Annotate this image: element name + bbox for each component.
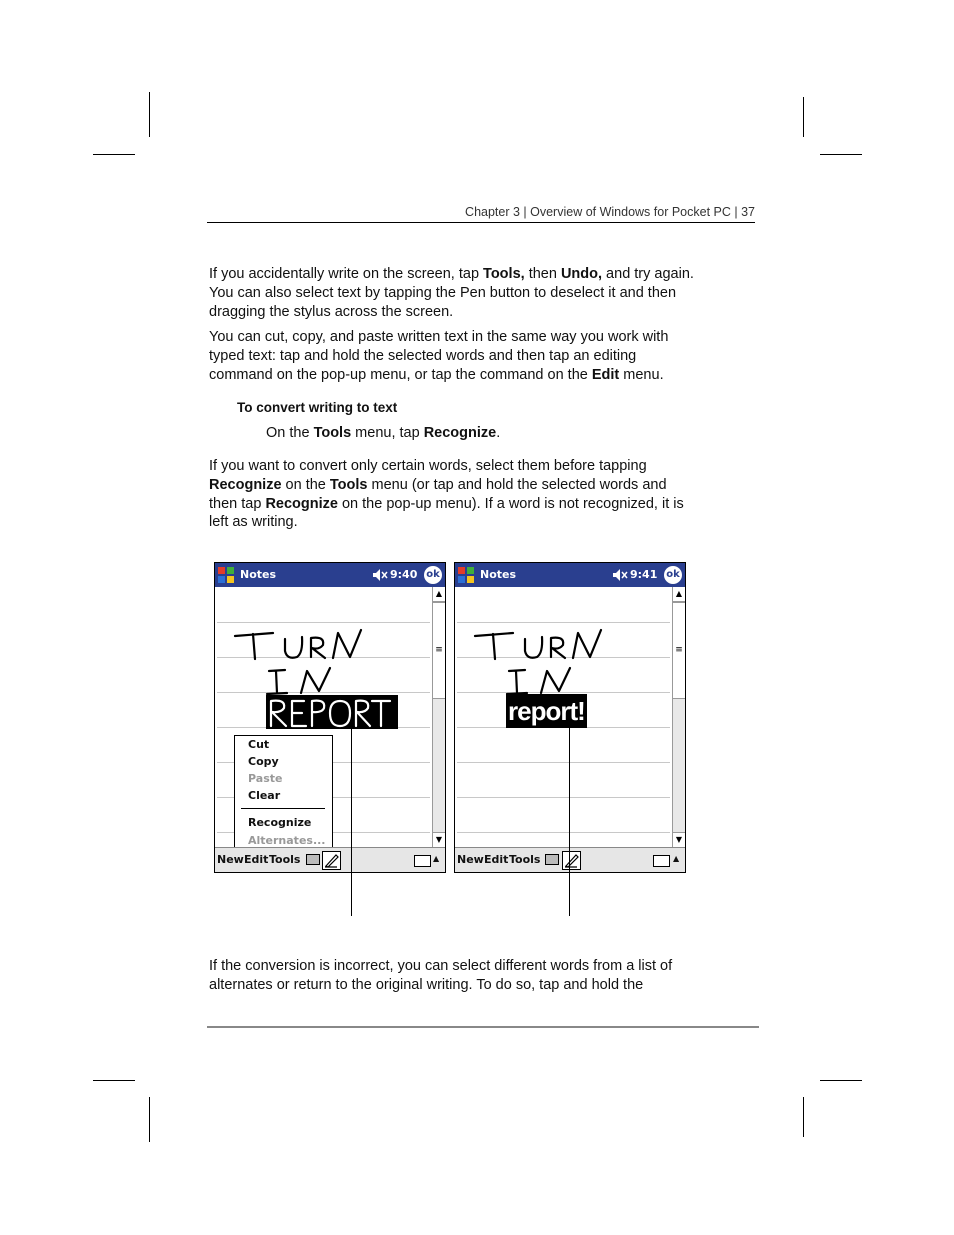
note-line <box>457 797 670 798</box>
procedure-heading: To convert writing to text <box>237 400 398 415</box>
clock[interactable]: 9:40 <box>390 568 418 581</box>
scroll-down-arrow[interactable]: ▼ <box>673 832 685 847</box>
menu-edit[interactable]: Edit <box>484 853 509 866</box>
crop-mark <box>820 154 862 155</box>
crop-mark <box>149 1097 150 1142</box>
crop-mark <box>803 97 804 137</box>
command-bar <box>455 847 685 873</box>
command-bar <box>215 847 445 873</box>
pocketpc-screen-before <box>214 562 446 873</box>
note-area[interactable] <box>455 587 672 847</box>
menu-separator <box>241 808 325 809</box>
menu-edit[interactable]: Edit <box>244 853 269 866</box>
procedure-step: On the Tools menu, tap Recognize. <box>266 425 501 441</box>
crop-mark <box>803 1097 804 1137</box>
keyboard-icon[interactable] <box>414 855 431 867</box>
windows-start-icon[interactable] <box>217 566 235 584</box>
pen-button[interactable] <box>322 851 341 870</box>
scroll-up-arrow[interactable]: ▲ <box>673 587 685 602</box>
scroll-down-arrow[interactable]: ▼ <box>433 832 445 847</box>
handwriting-report-selected <box>266 695 398 729</box>
note-line <box>457 762 670 763</box>
callout-line <box>351 727 352 916</box>
pocketpc-screen-after <box>454 562 686 873</box>
note-line <box>457 832 670 833</box>
scroll-thumb[interactable]: ≡ <box>673 602 685 699</box>
menu-item-paste: Paste <box>248 772 283 785</box>
running-head: Chapter 3 | Overview of Windows for Pocket PC | 37 <box>465 205 755 219</box>
pen-icon <box>563 852 580 869</box>
callout-line <box>569 727 570 916</box>
app-title: Notes <box>240 568 277 581</box>
menu-new[interactable]: New <box>217 853 244 866</box>
vertical-scrollbar[interactable] <box>432 587 445 847</box>
crop-mark <box>820 1080 862 1081</box>
app-title: Notes <box>480 568 517 581</box>
title-bar <box>455 563 685 587</box>
menu-item-alternates: Alternates... <box>248 834 326 847</box>
menu-new[interactable]: New <box>457 853 484 866</box>
menu-tools[interactable]: Tools <box>509 853 541 866</box>
recognized-text[interactable]: report! <box>508 696 585 726</box>
scroll-up-arrow[interactable]: ▲ <box>433 587 445 602</box>
speaker-muted-icon[interactable] <box>612 568 628 582</box>
pen-button[interactable] <box>562 851 581 870</box>
handwriting-turn-in <box>455 587 672 697</box>
context-popup-menu <box>234 735 333 851</box>
menu-item-cut[interactable]: Cut <box>248 738 270 751</box>
handwriting-turn-in <box>215 587 432 697</box>
paragraph-cut-copy-paste: You can cut, copy, and paste written text in the same way you work with typed text: tap and hold the selected words and then tap an editing command on the pop-up menu, or tap the command on the Edit menu. <box>209 329 669 383</box>
ok-button[interactable]: ok <box>424 566 442 584</box>
menu-item-copy[interactable]: Copy <box>248 755 279 768</box>
menu-tools[interactable]: Tools <box>269 853 301 866</box>
crop-mark <box>93 154 135 155</box>
ok-button[interactable]: ok <box>664 566 682 584</box>
paragraph-undo: If you accidentally write on the screen, tap Tools, then Undo, and try again. You can also select text by tapping the Pen button to deselect it and then dragging the stylus across the screen. <box>209 266 694 320</box>
crop-mark <box>149 92 150 137</box>
input-panel-arrow-icon[interactable]: ▲ <box>673 854 680 863</box>
input-panel-arrow-icon[interactable]: ▲ <box>433 854 440 863</box>
keyboard-icon[interactable] <box>653 855 670 867</box>
header-rule <box>207 222 755 223</box>
recording-icon[interactable] <box>545 854 559 865</box>
pen-icon <box>323 852 340 869</box>
paragraph-alternates: If the conversion is incorrect, you can select different words from a list of alternates or return to the original writing. To do so, tap and hold the <box>209 958 673 993</box>
clock[interactable]: 9:41 <box>630 568 658 581</box>
menu-item-clear[interactable]: Clear <box>248 789 281 802</box>
scroll-thumb[interactable]: ≡ <box>433 602 445 699</box>
crop-mark <box>93 1080 135 1081</box>
title-bar <box>215 563 445 587</box>
paragraph-convert-words: If you want to convert only certain words, select them before tapping Recognize on the Tools menu (or tap and hold the selected words and then tap Recognize on the pop-up menu). If a word is not recognized, it is left as writing. <box>209 458 684 531</box>
recording-icon[interactable] <box>306 854 320 865</box>
vertical-scrollbar[interactable] <box>672 587 685 847</box>
speaker-muted-icon[interactable] <box>372 568 388 582</box>
footer-rule <box>207 1026 759 1028</box>
windows-start-icon[interactable] <box>457 566 475 584</box>
menu-item-recognize[interactable]: Recognize <box>248 816 312 829</box>
